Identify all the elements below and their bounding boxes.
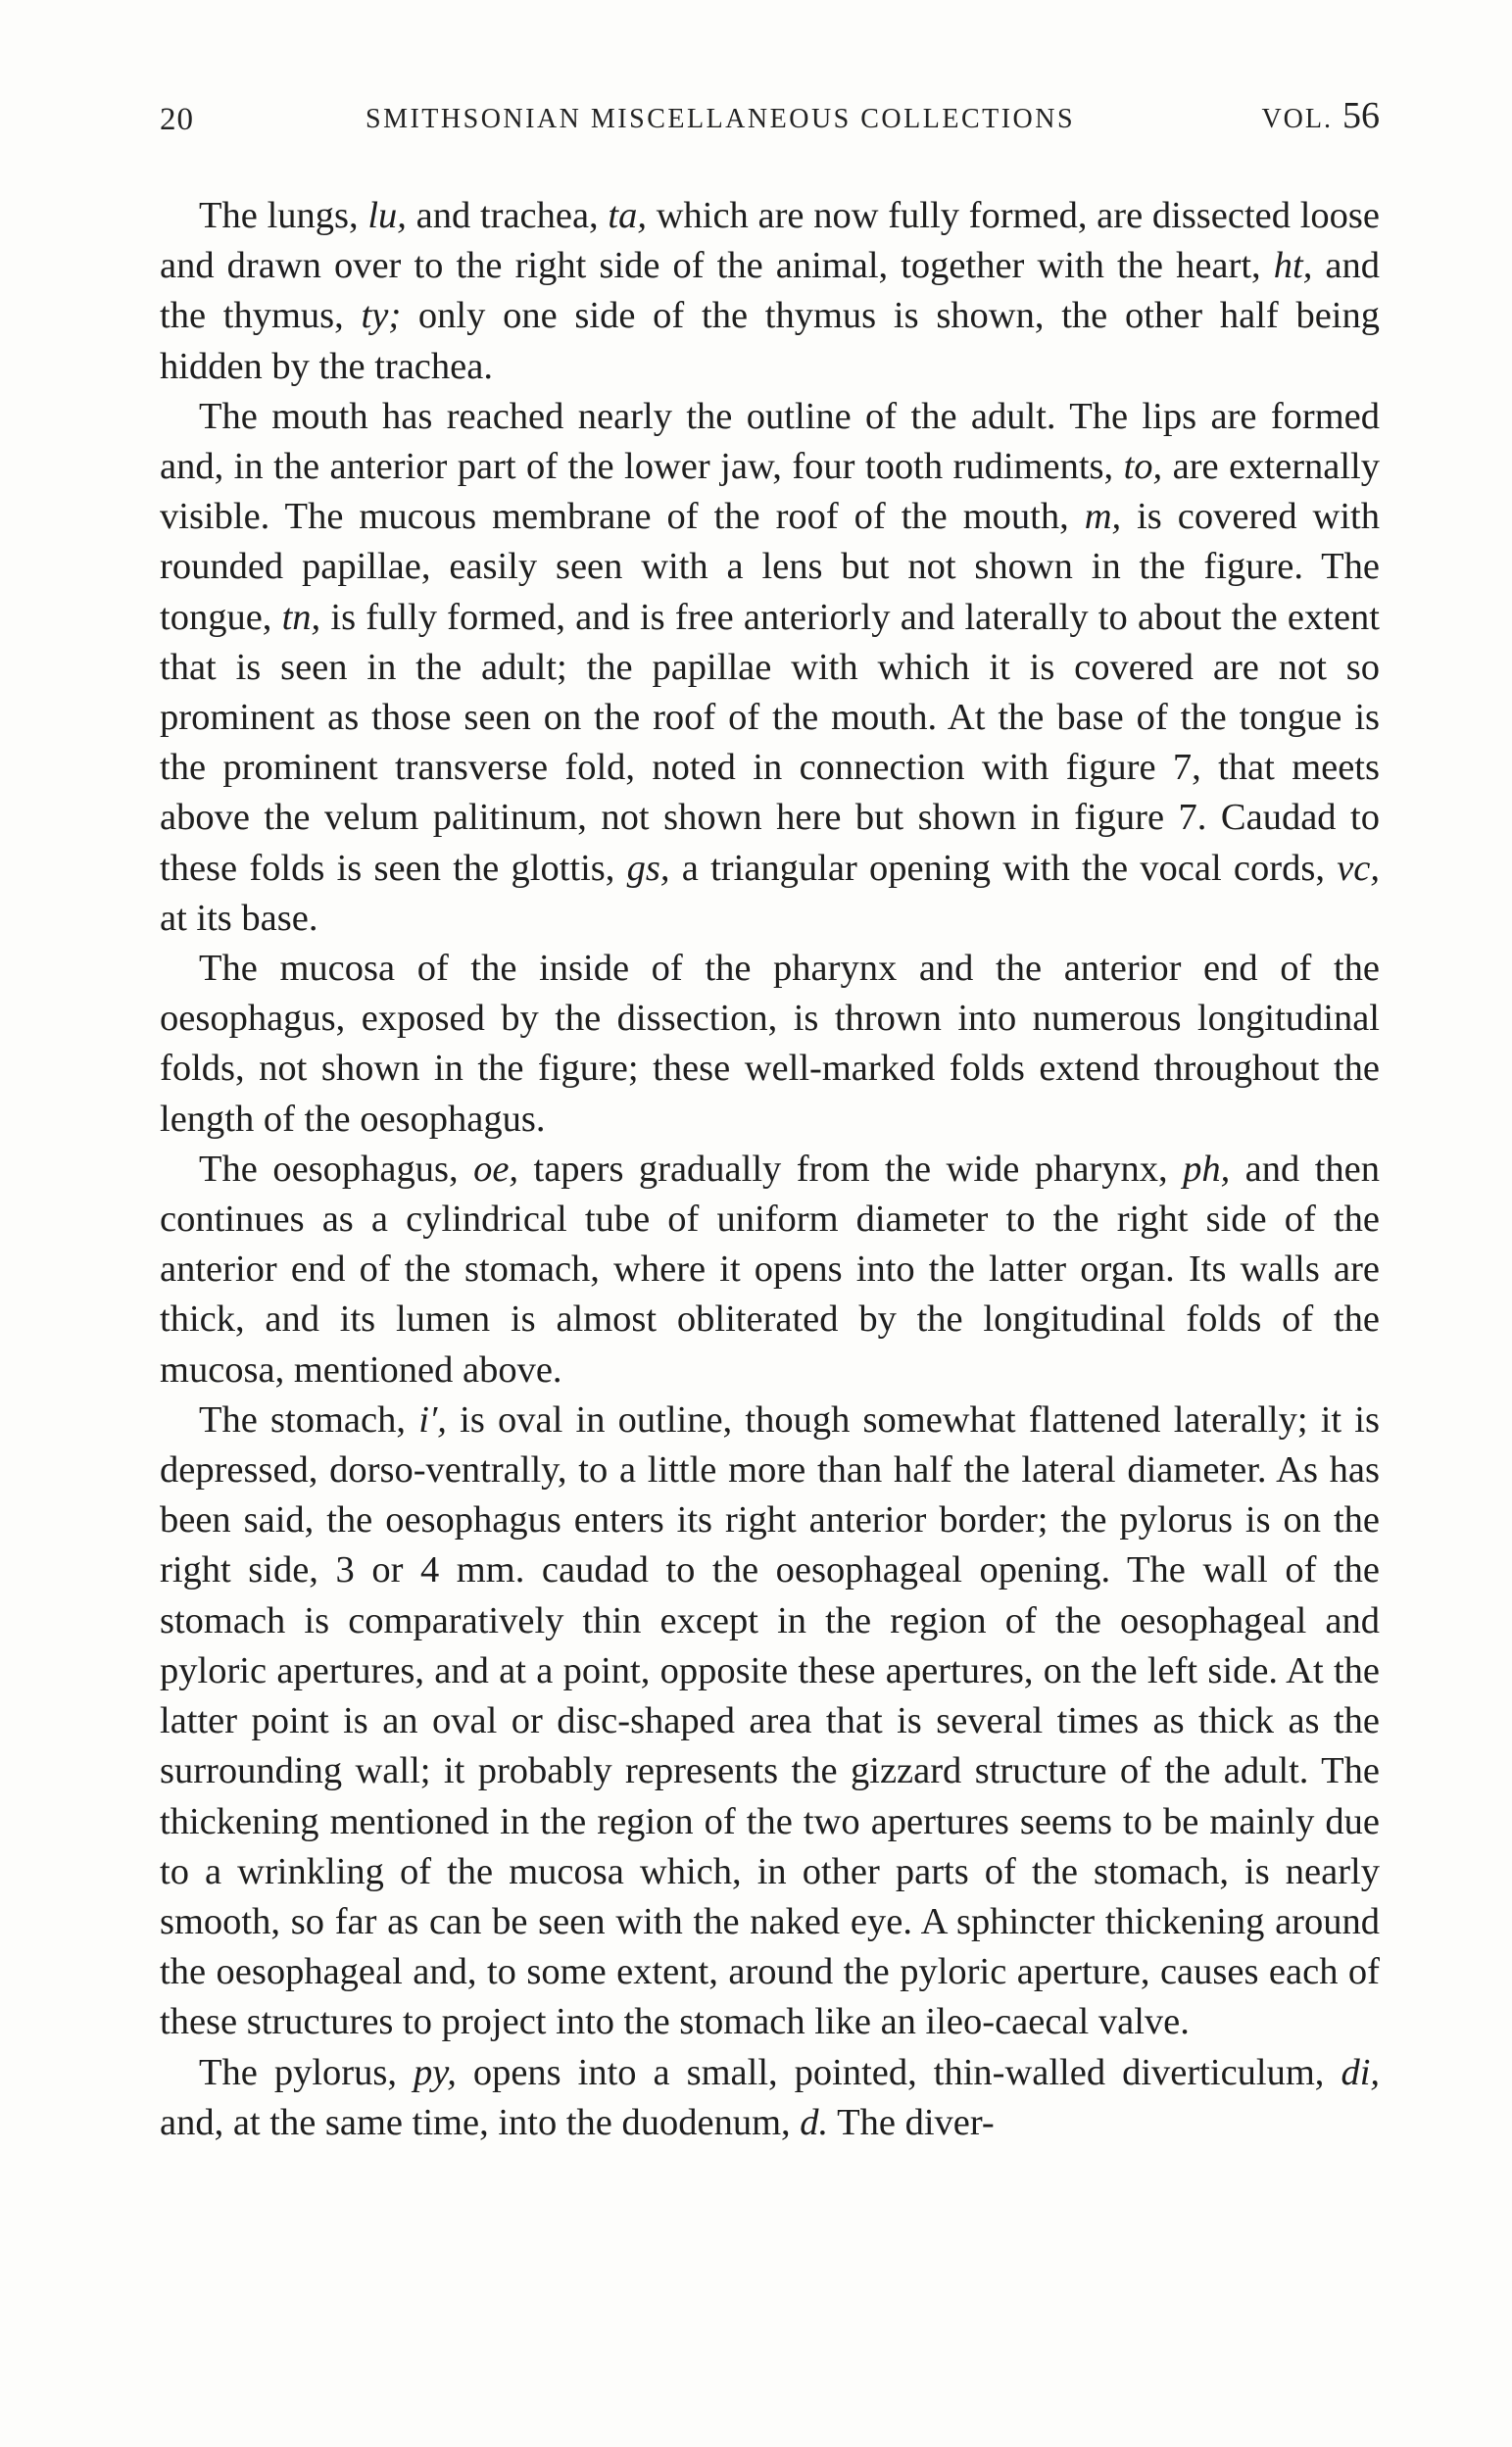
text-run: and the thymus, — [160, 245, 1380, 337]
figure-label: ta, — [608, 195, 647, 236]
text-run: and then continues as a cylindrical tube of uniform diameter to the right side of the anterior end of the stomach, where it opens into the latter organ. Its walls are thick, and its lumen is almost obliterated by the longitudinal folds of the mucosa, mentioned above. — [160, 1148, 1381, 1391]
text-run: at its base. — [160, 897, 318, 939]
text-run: The diver- — [828, 2101, 995, 2143]
running-title: SMITHSONIAN MISCELLANEOUS COLLECTIONS — [366, 104, 1076, 134]
text-run: only one side of the thymus is shown, the other half being hidden by the trachea. — [160, 295, 1380, 387]
figure-label: ph, — [1183, 1148, 1231, 1190]
text-run: The mucosa of the inside of the pharynx and the anterior end of the oesophagus, exposed by the dissection, is thrown into numerous longitudinal folds, not shown in the figure; these well-marked folds extend throughout the length of the oesophagus. — [160, 948, 1380, 1140]
text-run: tapers gradually from the wide pharynx, — [518, 1148, 1184, 1190]
page-number: 20 — [160, 102, 194, 137]
figure-label: d. — [800, 2101, 829, 2143]
text-run: are externally visible. The mucous membrane of the roof of the mouth, — [160, 446, 1381, 538]
paragraph-3 — [160, 944, 1380, 1145]
text-run: is oval in outline, though somewhat flattened laterally; it is depressed, dorso-ventrally, to a little more than half the lateral diameter. As has been said, the oesophagus enters its right anterior border; the pylorus is on the right side, 3 or 4 mm. caudad to the oesophageal opening. The wall of the stomach is comparatively thin except in the region of the oesophageal and pyloric apertures, and at a point, opposite these apertures, on the left side. At the latter point is an oval or disc-shaped area that is several times as thick as the surrounding wall; it probably represents the gizzard structure of the adult. The thickening mentioned in the region of the two apertures seems to be mainly due to a wrinkling of the mucosa which, in other parts of the stomach, is nearly smooth, so far as can be seen with the naked eye. A sphincter thickening around the oesophageal and, to some extent, around the pyloric aperture, causes each of these structures to project into the stomach like an ileo-caecal valve. — [160, 1398, 1380, 2043]
running-header — [160, 94, 1380, 145]
paragraph-5 — [160, 1395, 1380, 2048]
text-run: The pylorus, — [199, 2051, 414, 2093]
paragraph-1 — [160, 191, 1380, 392]
figure-label: i′, — [418, 1398, 447, 1441]
text-run: is covered with rounded papillae, easily seen with a lens but not shown in the figure. The tongue, — [160, 496, 1380, 638]
text-run: and trachea, — [406, 195, 609, 236]
volume-number: 56 — [1342, 95, 1380, 136]
volume-label — [1261, 94, 1380, 137]
figure-label: tn, — [281, 596, 321, 638]
paragraph-4 — [160, 1145, 1380, 1395]
volume-label-text: VOL. — [1261, 104, 1333, 134]
text-run: The lungs, — [199, 195, 368, 236]
text-run: a triangular opening with the vocal cords, — [669, 847, 1338, 889]
figure-label: di, — [1341, 2051, 1381, 2093]
figure-label: ty; — [361, 295, 402, 337]
text-run: and, at the same time, into the duodenum, — [160, 2101, 801, 2143]
figure-label: m, — [1084, 496, 1122, 538]
text-run: which are now fully formed, are dissected loose and drawn over to the right side of the animal, together with the heart, — [160, 195, 1380, 287]
paragraph-6 — [160, 2048, 1380, 2148]
paragraph-2 — [160, 392, 1380, 944]
figure-label: ht, — [1273, 245, 1313, 287]
figure-label: oe, — [473, 1148, 519, 1190]
text-run: The mouth has reached nearly the outline of the adult. The lips are formed and, in the anterior part of the lower jaw, four tooth rudiments, — [160, 395, 1380, 488]
figure-label: lu, — [367, 195, 407, 236]
text-run: is fully formed, and is free anteriorly and laterally to about the extent that is seen in the adult; the papillae with which it is covered are not so prominent as those seen on the roof of the mouth. At the base of the tongue is the prominent transverse fold, noted in connection with figure 7, that meets above the velum palitinum, not shown here but shown in figure 7. Caudad to these folds is seen the glottis, — [160, 596, 1380, 889]
figure-label: gs, — [626, 847, 670, 889]
text-run: The oesophagus, — [199, 1148, 474, 1190]
text-run: opens into a small, pointed, thin-walled diverticulum, — [456, 2051, 1341, 2093]
figure-label: py, — [413, 2051, 457, 2093]
figure-label: vc, — [1337, 847, 1381, 889]
text-run: The stomach, — [199, 1398, 419, 1441]
figure-label: to, — [1123, 446, 1163, 488]
body-text — [160, 191, 1380, 2148]
